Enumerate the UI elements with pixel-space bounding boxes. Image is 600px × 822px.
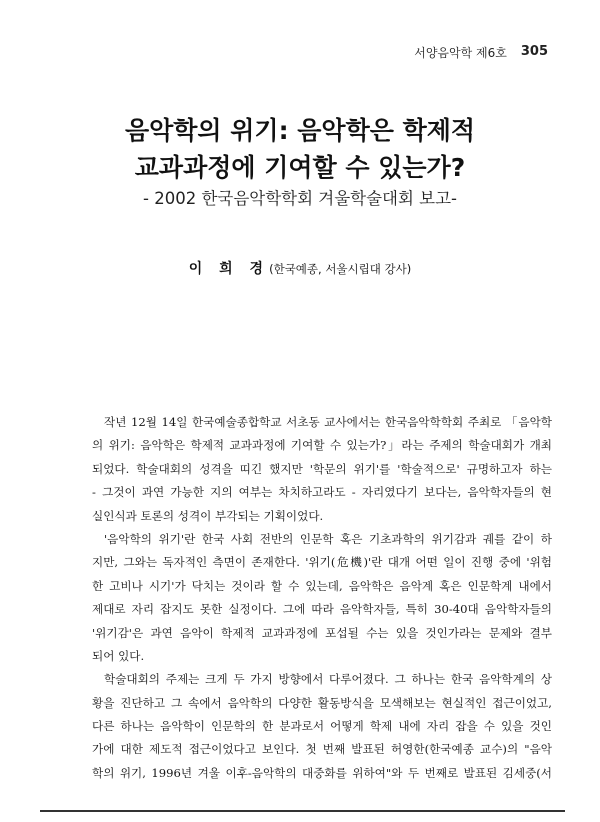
body-line: 지만, 그와는 독자적인 측면이 존재한다. '위기(危機)'란 대개 어떤 일이 진행 중에 '위험 [92, 555, 552, 570]
body-line: 의 위기: 음악학은 학제적 교과과정에 기여할 수 있는가?」라는 주제의 학술대회가 개최 [92, 438, 552, 453]
author-affiliation: (한국예종, 서울시립대 강사) [269, 262, 412, 276]
body-line: '위기감'은 과연 음악이 학제적 교과과정에 포섭될 수는 있을 것인가라는 문제와 결부 [92, 625, 552, 640]
journal-name: 서양음악학 제6호 [414, 46, 507, 60]
body-line: 한 고비나 시기'가 닥치는 것이라 할 수 있는데, 음악학은 음악계 혹은 인문학계 내에서 [92, 578, 552, 593]
title-line-2: 교과과정에 기여할 수 있는가? [134, 153, 466, 182]
body-line: 다른 하나는 음악학이 인문학의 한 분과로서 어떻게 학제 내에 자리 잡을 수 있을 것인 [92, 719, 552, 734]
body-line: 가에 대한 제도적 접근이었다고 보인다. 첫 번째 발표된 허영한(한국예종 교수)의 "음악 [92, 742, 552, 757]
body-line: 되어 있다. [92, 648, 145, 663]
author-name: 이 희 경 [188, 261, 270, 277]
body-line: 작년 12월 14일 한국예술종합학교 서초동 교사에서는 한국음악학학회 주최로 「음악학 [104, 415, 552, 429]
footer-rule [40, 810, 565, 812]
body-line: 되었다. 학술대회의 성격을 띠긴 했지만 '학문의 위기'를 '학술적으로' 규명하고자 하는 [92, 461, 552, 476]
body-line: '음악학의 위기'란 한국 사회 전반의 인문학 혹은 기초과학의 위기감과 궤를 같이 하 [104, 531, 552, 546]
article-subtitle: - 2002 한국음악학학회 겨울학술대회 보고- [143, 189, 457, 208]
author-line [0, 258, 600, 278]
body-line: 학의 위기, 1996년 겨울 이후-음악학의 대중화를 위하여"와 두 번째로 발표된 김세중(서 [92, 765, 552, 780]
body-line: 황을 진단하고 그 속에서 음악학의 다양한 활동방식을 모색해보는 현실적인 접근이었고, [92, 695, 552, 710]
body-line: 실인식과 토론의 성격이 부각되는 기획이었다. [92, 508, 324, 523]
article-body [92, 411, 552, 785]
title-line-1: 음악학의 위기: 음악학은 학제적 [124, 116, 476, 145]
body-line: - 그것이 과연 가능한 지의 여부는 차치하고라도 - 자리였다기 보다는, 음악학자들의 현 [92, 485, 552, 500]
running-header [414, 44, 548, 61]
article-title [0, 112, 600, 186]
body-line: 제대로 자리 잡지도 못한 실정이다. 그에 따라 음악학자들, 특히 30-40대 음악학자들의 [92, 602, 552, 617]
page-number: 305 [520, 44, 548, 59]
body-line: 학술대회의 주제는 크게 두 가지 방향에서 다루어졌다. 그 하나는 한국 음악학계의 상 [104, 672, 552, 687]
